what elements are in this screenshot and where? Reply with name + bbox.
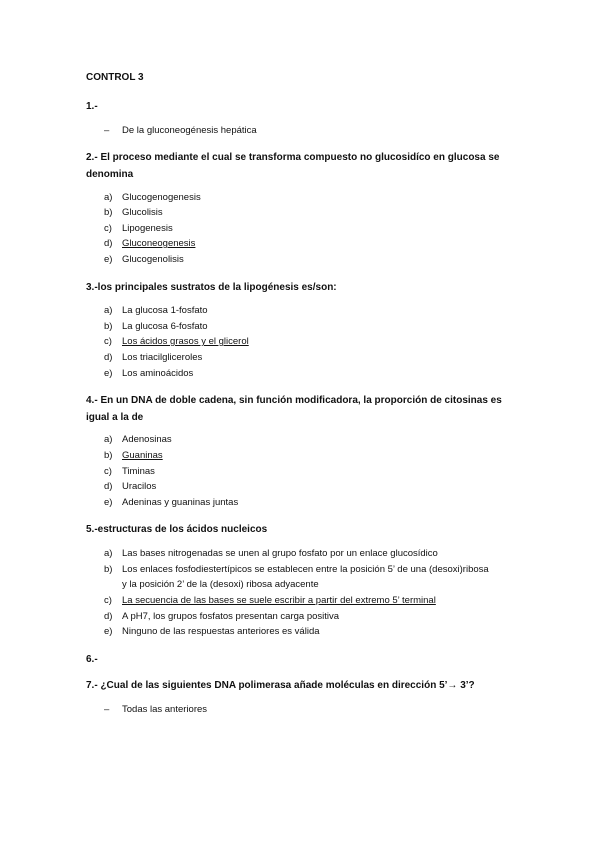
option-4a: a) Adenosinas — [104, 434, 172, 445]
option-3c: c) Los ácidos grasos y el glicerol — [104, 336, 249, 347]
option-3a: a) La glucosa 1-fosfato — [104, 305, 208, 316]
question-5: 5.-estructuras de los ácidos nucleicos — [86, 524, 268, 535]
dash-bullet: – — [104, 125, 110, 136]
option-2d: d) Gluconeogenesis — [104, 238, 196, 249]
document-title: CONTROL 3 — [86, 72, 144, 83]
question-1: 1.- — [86, 101, 98, 112]
option-5e: e) Ninguno de las respuestas anteriores es válida — [104, 626, 320, 637]
option-5b-continuation: y la posición 2’ de la (desoxi) ribosa adyacente — [122, 579, 319, 590]
option-2e: e) Glucogenolisis — [104, 254, 184, 265]
option-5a: a) Las bases nitrogenadas se unen al grupo fosfato por un enlace glucosídico — [104, 548, 438, 559]
correct-answer: La secuencia de las bases se suele escribir a partir del extremo 5’ terminal — [122, 595, 436, 606]
correct-answer: Los ácidos grasos y el glicerol — [122, 336, 249, 347]
question-2: 2.- El proceso mediante el cual se transforma compuesto no glucosidíco en glucosa se denomina — [86, 152, 500, 180]
option-4e: e) Adeninas y guaninas juntas — [104, 497, 239, 508]
correct-answer: Guaninas — [122, 450, 163, 461]
option-5d: d) A pH7, los grupos fosfatos presentan carga positiva — [104, 611, 340, 622]
option-2c: c) Lipogenesis — [104, 223, 173, 234]
option-2b: b) Glucolisis — [104, 207, 163, 218]
option-4b: b) Guaninas — [104, 450, 163, 461]
correct-answer: Gluconeogenesis — [122, 238, 196, 249]
option-5b: b) Los enlaces fosfodiestertípicos se establecen entre la posición 5’ de una (desoxi)ribosa — [104, 564, 489, 575]
question-1-answer — [104, 125, 257, 137]
option-4c: c) Timinas — [104, 466, 155, 477]
answer-text: De la gluconeogénesis hepática — [122, 125, 257, 136]
option-3d: d) Los triacilgliceroles — [104, 352, 203, 363]
option-4d: d) Uracilos — [104, 481, 157, 492]
option-3b: b) La glucosa 6-fosfato — [104, 321, 208, 332]
question-3: 3.-los principales sustratos de la lipogénesis es/son: — [86, 282, 337, 293]
question-6: 6.- — [86, 654, 98, 665]
option-5c: c) La secuencia de las bases se suele escribir a partir del extremo 5’ terminal — [104, 595, 436, 606]
question-7-answer — [104, 704, 207, 716]
dash-bullet: – — [104, 704, 110, 715]
option-3e: e) Los aminoácidos — [104, 368, 194, 379]
question-4: 4.- En un DNA de doble cadena, sin función modificadora, la proporción de citosinas es igual a la de — [86, 395, 502, 423]
answer-text: Todas las anteriores — [122, 704, 208, 715]
option-2a: a) Glucogenogenesis — [104, 192, 201, 203]
question-7: 7.- ¿Cual de las siguientes DNA polimerasa añade moléculas en dirección 5’→ 3’? — [86, 680, 475, 691]
